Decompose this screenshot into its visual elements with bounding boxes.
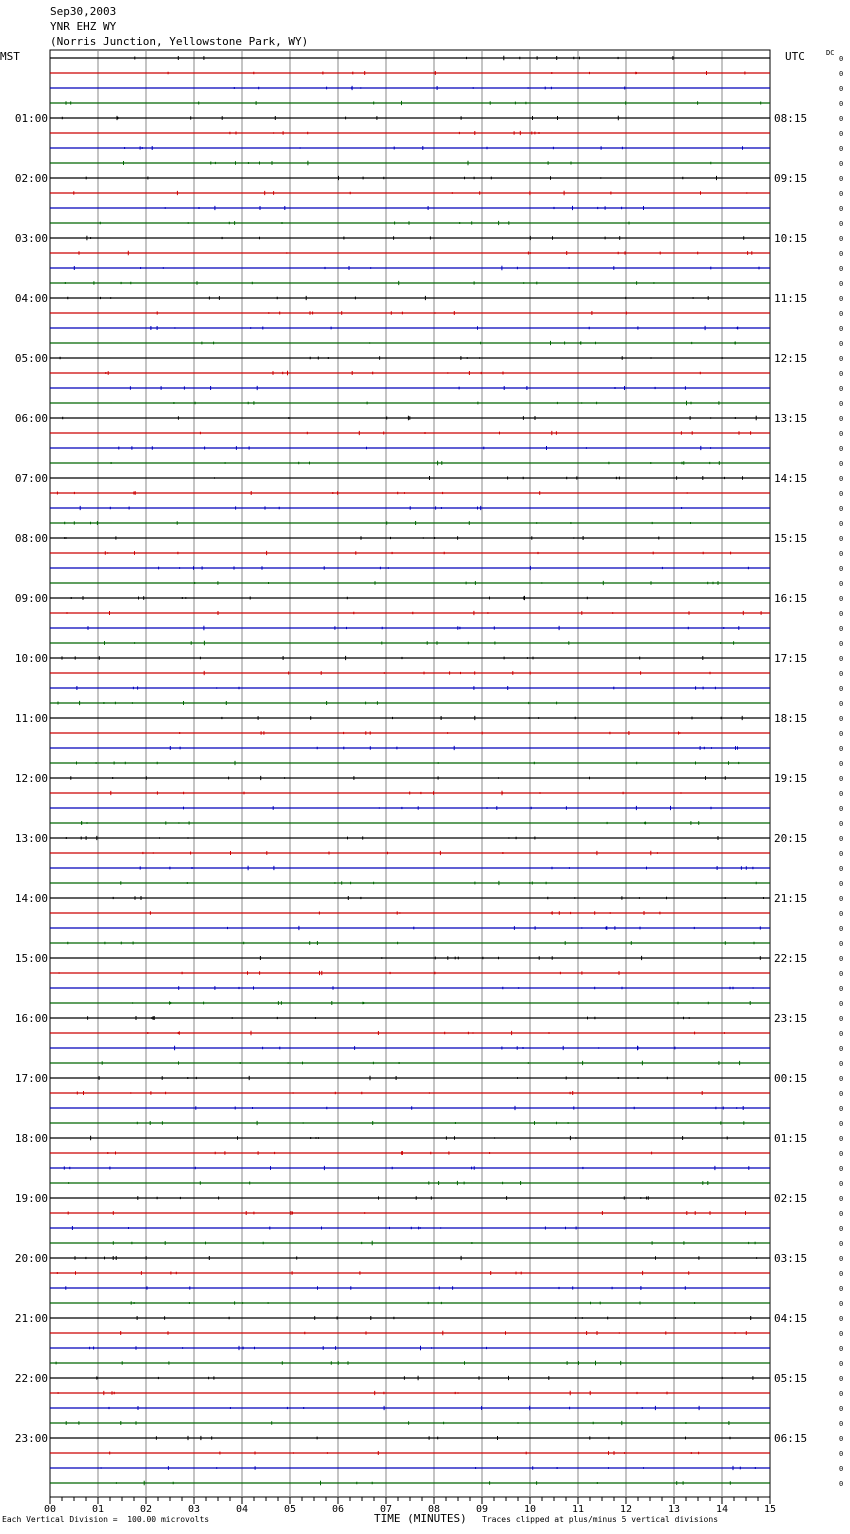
margin-value-label: 0 [839, 235, 844, 243]
margin-value-label: 0 [839, 1435, 844, 1443]
margin-value-label: 0 [839, 910, 844, 918]
margin-value-label: 0 [839, 265, 844, 273]
margin-value-label: 0 [839, 715, 844, 723]
x-tick-label: 05 [283, 1504, 297, 1515]
margin-value-label: 0 [839, 70, 844, 78]
x-tick-label: 14 [715, 1504, 729, 1515]
margin-value-label: 0 [839, 1405, 844, 1413]
right-hour-label: 21:15 [774, 892, 808, 905]
margin-value-label: 0 [839, 310, 844, 318]
margin-value-label: 0 [839, 850, 844, 858]
margin-value-label: 0 [839, 1450, 844, 1458]
x-tick-label: 13 [667, 1504, 681, 1515]
right-hour-label: 06:15 [774, 1432, 808, 1445]
plot-date: Sep30,2003 [50, 5, 117, 18]
right-hour-label: 04:15 [774, 1312, 808, 1325]
right-hour-label: 18:15 [774, 712, 808, 725]
right-hour-label: 03:15 [774, 1252, 808, 1265]
margin-value-label: 0 [839, 130, 844, 138]
left-hour-label: 15:00 [14, 952, 48, 965]
right-hour-label: 22:15 [774, 952, 808, 965]
margin-value-label: 0 [839, 1390, 844, 1398]
margin-value-label: 0 [839, 1075, 844, 1083]
margin-value-label: 0 [839, 1030, 844, 1038]
margin-value-label: 0 [839, 1015, 844, 1023]
margin-value-label: 0 [839, 280, 844, 288]
margin-value-label: 0 [839, 610, 844, 618]
left-hour-label: 23:00 [14, 1432, 48, 1445]
margin-value-label: 0 [839, 1375, 844, 1383]
margin-value-label: 0 [839, 820, 844, 828]
scale-note: Each Vertical Division = 100.00 microvolts [2, 1515, 210, 1524]
right-hour-label: 08:15 [774, 112, 808, 125]
margin-value-label: 0 [839, 805, 844, 813]
right-hour-label: 23:15 [774, 1012, 808, 1025]
margin-value-label: 0 [839, 1360, 844, 1368]
margin-value-label: 0 [839, 655, 844, 663]
right-hour-label: 17:15 [774, 652, 808, 665]
left-hour-label: 03:00 [14, 232, 48, 245]
margin-value-label: 0 [839, 115, 844, 123]
right-hour-label: 01:15 [774, 1132, 808, 1145]
margin-value-label: 0 [839, 580, 844, 588]
margin-value-label: 0 [839, 1255, 844, 1263]
margin-value-label: 0 [839, 970, 844, 978]
right-hour-label: 11:15 [774, 292, 808, 305]
left-hour-label: 14:00 [14, 892, 48, 905]
margin-value-label: 0 [839, 1345, 844, 1353]
margin-value-label: 0 [839, 685, 844, 693]
right-timezone-label: UTC [785, 50, 805, 63]
margin-value-label: 0 [839, 340, 844, 348]
margin-value-label: 0 [839, 445, 844, 453]
left-hour-label: 22:00 [14, 1372, 48, 1385]
margin-value-label: 0 [839, 1330, 844, 1338]
margin-value-label: 0 [839, 400, 844, 408]
margin-value-label: 0 [839, 1420, 844, 1428]
x-tick-label: 00 [43, 1504, 57, 1515]
margin-value-label: 0 [839, 1315, 844, 1323]
margin-value-label: 0 [839, 430, 844, 438]
right-hour-label: 19:15 [774, 772, 808, 785]
margin-value-label: 0 [839, 1480, 844, 1488]
margin-value-label: 0 [839, 790, 844, 798]
margin-value-label: 0 [839, 160, 844, 168]
x-tick-label: 12 [619, 1504, 633, 1515]
left-hour-label: 17:00 [14, 1072, 48, 1085]
margin-value-label: 0 [839, 880, 844, 888]
margin-value-label: 0 [839, 955, 844, 963]
margin-value-label: 0 [839, 1180, 844, 1188]
plot-frame [50, 50, 770, 1497]
left-hour-label: 09:00 [14, 592, 48, 605]
margin-value-label: 0 [839, 625, 844, 633]
margin-value-label: 0 [839, 1270, 844, 1278]
left-hour-label: 18:00 [14, 1132, 48, 1145]
margin-value-label: 0 [839, 415, 844, 423]
left-hour-label: 16:00 [14, 1012, 48, 1025]
station-location: (Norris Junction, Yellowstone Park, WY) [50, 35, 309, 48]
margin-value-label: 0 [839, 1105, 844, 1113]
margin-value-label: 0 [839, 1060, 844, 1068]
margin-value-label: 0 [839, 1045, 844, 1053]
left-hour-label: 07:00 [14, 472, 48, 485]
x-tick-label: 06 [331, 1504, 345, 1515]
margin-value-label: 0 [839, 565, 844, 573]
left-hour-label: 06:00 [14, 412, 48, 425]
margin-value-label: 0 [839, 1090, 844, 1098]
x-tick-label: 04 [235, 1504, 249, 1515]
margin-value-label: 0 [839, 895, 844, 903]
margin-value-label: 0 [839, 190, 844, 198]
right-hour-label: 12:15 [774, 352, 808, 365]
margin-value-label: 0 [839, 250, 844, 258]
x-tick-label: 11 [571, 1504, 585, 1515]
right-hour-label: 16:15 [774, 592, 808, 605]
right-hour-label: 09:15 [774, 172, 808, 185]
right-hour-label: 00:15 [774, 1072, 808, 1085]
right-hour-label: 14:15 [774, 472, 808, 485]
dc-label: DC [826, 49, 835, 57]
margin-value-label: 0 [839, 925, 844, 933]
x-tick-label: 02 [139, 1504, 153, 1515]
margin-value-label: 0 [839, 490, 844, 498]
margin-value-label: 0 [839, 1240, 844, 1248]
left-hour-label: 08:00 [14, 532, 48, 545]
margin-value-label: 0 [839, 550, 844, 558]
left-hour-label: 20:00 [14, 1252, 48, 1265]
margin-value-label: 0 [839, 1285, 844, 1293]
margin-value-label: 0 [839, 595, 844, 603]
margin-value-label: 0 [839, 55, 844, 63]
margin-value-label: 0 [839, 460, 844, 468]
margin-value-label: 0 [839, 505, 844, 513]
margin-value-label: 0 [839, 1135, 844, 1143]
margin-value-label: 0 [839, 1210, 844, 1218]
left-hour-label: 11:00 [14, 712, 48, 725]
left-hour-label: 05:00 [14, 352, 48, 365]
left-hour-label: 13:00 [14, 832, 48, 845]
margin-value-label: 0 [839, 1000, 844, 1008]
margin-value-label: 0 [839, 520, 844, 528]
right-hour-label: 02:15 [774, 1192, 808, 1205]
margin-value-label: 0 [839, 940, 844, 948]
margin-value-label: 0 [839, 475, 844, 483]
x-tick-label: 07 [379, 1504, 393, 1515]
margin-value-label: 0 [839, 1195, 844, 1203]
margin-value-label: 0 [839, 370, 844, 378]
right-hour-label: 13:15 [774, 412, 808, 425]
margin-value-label: 0 [839, 355, 844, 363]
left-timezone-label: MST [0, 50, 20, 63]
x-tick-label: 08 [427, 1504, 441, 1515]
margin-value-label: 0 [839, 385, 844, 393]
margin-value-label: 0 [839, 175, 844, 183]
margin-value-label: 0 [839, 1225, 844, 1233]
clip-note: Traces clipped at plus/minus 5 vertical divisions [482, 1515, 719, 1524]
margin-value-label: 0 [839, 100, 844, 108]
margin-value-label: 0 [839, 640, 844, 648]
left-hour-label: 19:00 [14, 1192, 48, 1205]
left-hour-label: 21:00 [14, 1312, 48, 1325]
margin-value-label: 0 [839, 85, 844, 93]
margin-value-label: 0 [839, 205, 844, 213]
x-tick-label: 09 [475, 1504, 489, 1515]
margin-value-label: 0 [839, 535, 844, 543]
left-hour-label: 02:00 [14, 172, 48, 185]
margin-value-label: 0 [839, 760, 844, 768]
margin-value-label: 0 [839, 1465, 844, 1473]
left-hour-label: 12:00 [14, 772, 48, 785]
margin-value-label: 0 [839, 865, 844, 873]
x-tick-label: 15 [763, 1504, 777, 1515]
margin-value-label: 0 [839, 700, 844, 708]
margin-value-label: 0 [839, 1120, 844, 1128]
x-tick-label: 03 [187, 1504, 201, 1515]
left-hour-label: 04:00 [14, 292, 48, 305]
margin-value-label: 0 [839, 835, 844, 843]
margin-value-label: 0 [839, 670, 844, 678]
x-tick-label: 10 [523, 1504, 537, 1515]
margin-value-label: 0 [839, 295, 844, 303]
margin-value-label: 0 [839, 325, 844, 333]
x-tick-label: 01 [91, 1504, 105, 1515]
margin-value-label: 0 [839, 745, 844, 753]
right-hour-label: 05:15 [774, 1372, 808, 1385]
margin-value-label: 0 [839, 730, 844, 738]
margin-value-label: 0 [839, 1165, 844, 1173]
margin-value-label: 0 [839, 985, 844, 993]
right-hour-label: 15:15 [774, 532, 808, 545]
left-hour-label: 01:00 [14, 112, 48, 125]
x-axis-title: TIME (MINUTES) [374, 1512, 467, 1525]
margin-value-label: 0 [839, 145, 844, 153]
margin-value-label: 0 [839, 220, 844, 228]
left-hour-label: 10:00 [14, 652, 48, 665]
right-hour-label: 20:15 [774, 832, 808, 845]
margin-value-label: 0 [839, 1150, 844, 1158]
margin-value-label: 0 [839, 1300, 844, 1308]
margin-value-label: 0 [839, 775, 844, 783]
right-hour-label: 10:15 [774, 232, 808, 245]
station-code: YNR EHZ WY [50, 20, 117, 33]
